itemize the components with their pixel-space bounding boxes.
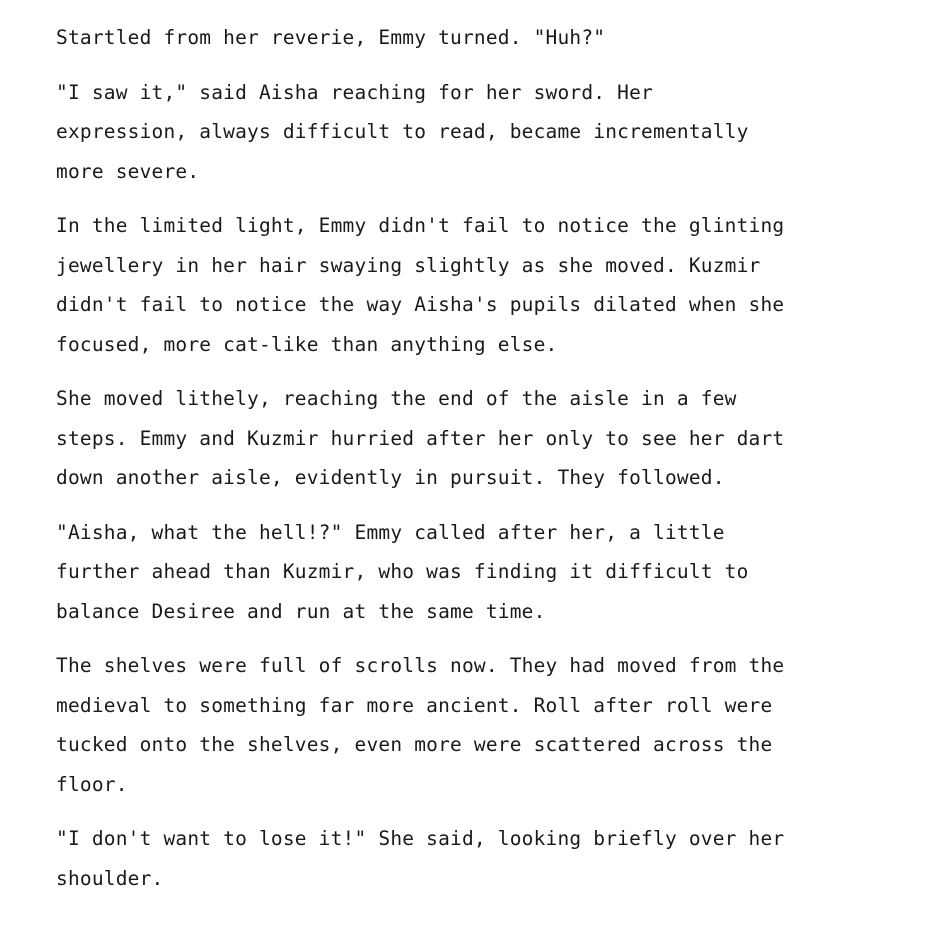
text-line: medieval to something far more ancient. Roll after roll were [56, 693, 773, 717]
text-line: more severe. [56, 159, 200, 183]
text-line: didn't fail to notice the way Aisha's pupils dilated when she [56, 293, 785, 316]
paragraph-5 [56, 513, 916, 632]
text-line: further ahead than Kuzmir, who was finding it difficult to [56, 560, 749, 583]
text-line: balance Desiree and run at the same time. [56, 599, 546, 623]
text-line: In the limited light, Emmy didn't fail to notice the glinting [56, 214, 785, 237]
document-page [56, 18, 916, 913]
text-line: The shelves were full of scrolls now. They had moved from the [56, 654, 785, 677]
paragraph-7 [56, 819, 916, 898]
paragraph-4 [56, 379, 916, 498]
text-line: floor. [56, 772, 128, 796]
text-line: tucked onto the shelves, even more were scattered across the [56, 733, 773, 756]
text-line: down another aisle, evidently in pursuit. They followed. [56, 466, 725, 489]
text-line: "I saw it," said Aisha reaching for her sword. Her [56, 80, 653, 104]
text-line: "Aisha, what the hell!?" Emmy called after her, a little [56, 520, 725, 544]
text-line: Startled from her reverie, Emmy turned. "Huh?" [56, 26, 606, 49]
paragraph-3 [56, 206, 916, 364]
paragraph-2 [56, 73, 916, 192]
paragraph-1 [56, 18, 916, 58]
text-line: shoulder. [56, 866, 164, 890]
text-line: "I don't want to lose it!" She said, looking briefly over her [56, 827, 785, 850]
text-line: steps. Emmy and Kuzmir hurried after her only to see her dart [56, 426, 785, 450]
text-line: expression, always difficult to read, became incrementally [56, 120, 749, 143]
text-line: She moved lithely, reaching the end of the aisle in a few [56, 387, 737, 410]
paragraph-6 [56, 646, 916, 804]
text-line: jewellery in her hair swaying slightly as she moved. Kuzmir [56, 253, 761, 277]
text-line: focused, more cat-like than anything else. [56, 332, 558, 356]
